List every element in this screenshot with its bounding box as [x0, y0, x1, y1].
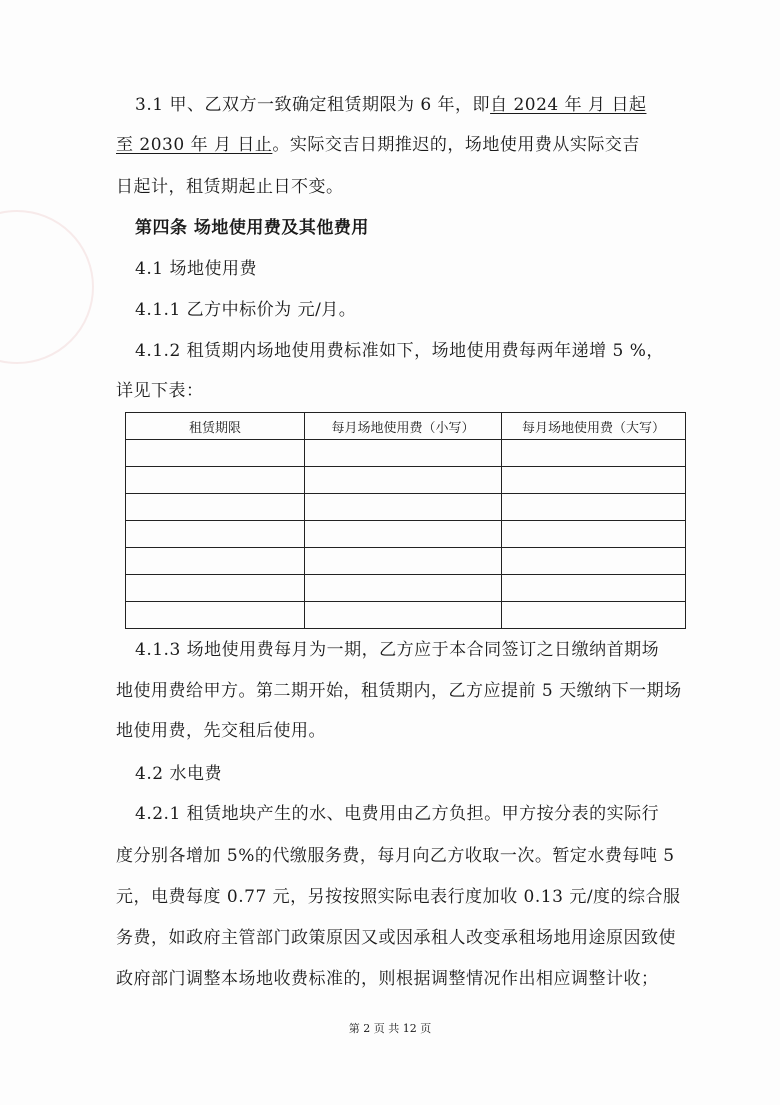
section-4-1-3-line-3: 地使用费，先交租后使用。 [116, 721, 326, 741]
article-4-heading: 第四条 场地使用费及其他费用 [135, 218, 369, 238]
section-4-2-1-line-1: 4.2.1 租赁地块产生的水、电费用由乙方负担。甲方按分表的实际行 [135, 804, 660, 824]
table-cell [126, 521, 305, 548]
table-cell [126, 575, 305, 602]
seal-stamp-faded [0, 210, 94, 364]
table-cell [502, 440, 686, 467]
table-cell [126, 602, 305, 629]
table-cell [502, 548, 686, 575]
table-cell [502, 521, 686, 548]
clause-3-1-text: 3.1 甲、乙双方一致确定租赁期限为 6 年，即 [135, 95, 491, 115]
table-cell [305, 494, 502, 521]
table-row [126, 548, 686, 575]
section-4-1-3-line-1: 4.1.3 场地使用费每月为一期，乙方应于本合同签订之日缴纳首期场 [135, 640, 660, 660]
table-row [126, 602, 686, 629]
table-cell [305, 575, 502, 602]
fee-table-header-row [126, 413, 686, 440]
section-4-2-1-line-2: 度分别各增加 5%的代缴服务费，每月向乙方收取一次。暂定水费每吨 5 [116, 846, 675, 866]
table-row [126, 521, 686, 548]
table-cell [126, 440, 305, 467]
header-monthly-fee-numeric: 每月场地使用费（小写） [305, 413, 502, 440]
section-4-1-3-line-2: 地使用费给甲方。第二期开始，租赁期内，乙方应提前 5 天缴纳下一期场 [116, 681, 682, 701]
table-cell [502, 494, 686, 521]
page-number-footer: 第 2 页 共 12 页 [348, 1022, 432, 1035]
fee-table [125, 412, 686, 629]
table-cell [502, 575, 686, 602]
section-4-1-1: 4.1.1 乙方中标价为 元/月。 [135, 300, 357, 320]
table-row [126, 440, 686, 467]
section-4-1-2-line-1: 4.1.2 租赁期内场地使用费标准如下，场地使用费每两年递增 5 %， [135, 341, 664, 361]
table-cell [502, 602, 686, 629]
clause-3-1-text-2: 。实际交吉日期推迟的，场地使用费从实际交吉 [272, 135, 640, 155]
header-monthly-fee-words: 每月场地使用费（大写） [502, 413, 686, 440]
section-4-2: 4.2 水电费 [135, 764, 222, 784]
header-lease-period: 租赁期限 [126, 413, 305, 440]
section-4-1-2-line-2: 详见下表： [116, 381, 204, 401]
clause-3-1-line-3: 日起计，租赁期起止日不变。 [116, 177, 344, 197]
table-cell [126, 494, 305, 521]
section-4-1: 4.1 场地使用费 [135, 259, 257, 279]
table-cell [305, 467, 502, 494]
table-cell [502, 467, 686, 494]
section-4-2-1-line-3: 元，电费每度 0.77 元，另按按照实际电表行度加收 0.13 元/度的综合服 [116, 887, 681, 907]
table-cell [305, 440, 502, 467]
table-cell [126, 467, 305, 494]
lease-end-date: 至 2030 年 月 日止 [116, 135, 273, 155]
table-cell [305, 548, 502, 575]
table-row [126, 575, 686, 602]
table-cell [305, 602, 502, 629]
section-4-2-1-line-4: 务费，如政府主管部门政策原因又或因承租人改变承租场地用途原因致使 [116, 928, 676, 948]
clause-3-1-line-1 [135, 94, 686, 116]
lease-start-date: 自 2024 年 月 日起 [490, 95, 647, 115]
table-cell [305, 521, 502, 548]
table-row [126, 467, 686, 494]
clause-3-1-line-2 [116, 134, 686, 156]
table-row [126, 494, 686, 521]
section-4-2-1-line-5: 政府部门调整本场地收费标准的，则根据调整情况作出相应调整计收； [116, 969, 659, 989]
table-cell [126, 548, 305, 575]
